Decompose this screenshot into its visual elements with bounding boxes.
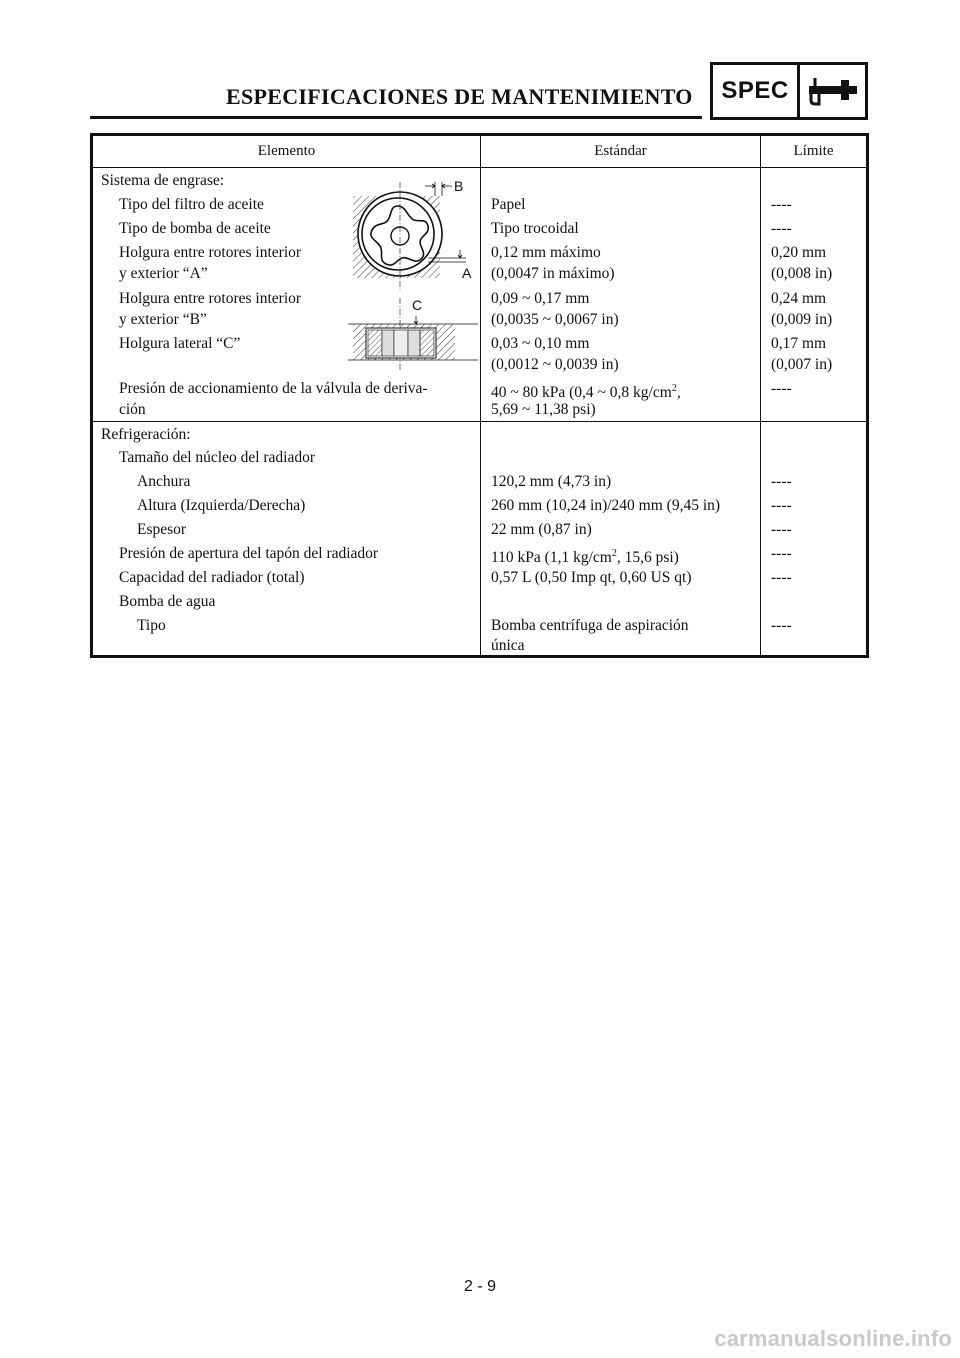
section-divider — [93, 421, 866, 422]
figure-label-c: C — [412, 297, 423, 313]
spec-badge — [710, 62, 868, 120]
figure-label-a: A — [462, 265, 472, 281]
column-divider — [760, 136, 761, 655]
header-rule — [90, 116, 702, 119]
caliper-icon — [800, 65, 865, 117]
figure-label-b: B — [454, 178, 464, 194]
column-divider — [480, 136, 481, 655]
column-header-limite: Límite — [793, 143, 834, 159]
column-header-estandar: Estándar — [594, 143, 647, 159]
watermark: carmanualsonline.info — [714, 1326, 952, 1351]
page-number: 2 - 9 — [463, 1278, 496, 1295]
page-header — [0, 0, 960, 130]
section-title-cooling: Refrigeración: — [101, 426, 191, 443]
oil-pump-rotor-diagram — [348, 174, 478, 379]
section-title-lubrication: Sistema de engrase: — [101, 172, 225, 189]
spec-badge-label: SPEC — [713, 65, 800, 117]
column-header-elemento: Elemento — [257, 143, 316, 159]
maintenance-spec-table: Elemento Estándar Límite Sistema de engrase: Tipo del filtro de aceite Papel ---- Tipo de bomba de aceite Tipo trocoidal ---- Holgura entre rotores interior y exterior “A” 0,12 mm máximo (0,0047 in máximo) 0,20 mm (0,008 in) Holgura entre rotores interior y exterior “B” 0,09 ~ 0,17 mm (0,0035 ~ 0,0067 in) 0,24 mm (0,009 in) Holgura lateral “C” 0,03 ~ 0,10 mm (0,0012 ~ 0,0039 in) 0,17 mm (0,007 in) Presión de accionamiento de la válvula de deriva- ción 40 ~ 80 kPa (0,4 ~ 0,8 $kg/cm^2$, 5,69 ~ 11,38 psi) ---- B A C Refrigeración: Tamaño del núcleo del radiador Anchura 120,2 mm (4,73 in) ---- Altura (Izquierda/Derecha) 260 mm (10,24 in)/240 mm (9,45 in) ---- Espesor 22 mm (0,87 in) ---- Presión de apertura del tapón del radiador 110 kPa (1,1 $kg/cm^2$, 15,6 psi) ---- Capacidad del radiador (total) 0,57 L (0,50 Imp qt, 0,60 US qt) ---- Bomba de agua Tipo Bomba centrífuga de aspiración única ---- — [90, 133, 869, 658]
page-title: ESPECIFICACIONES DE MANTENIMIENTO — [226, 84, 693, 109]
